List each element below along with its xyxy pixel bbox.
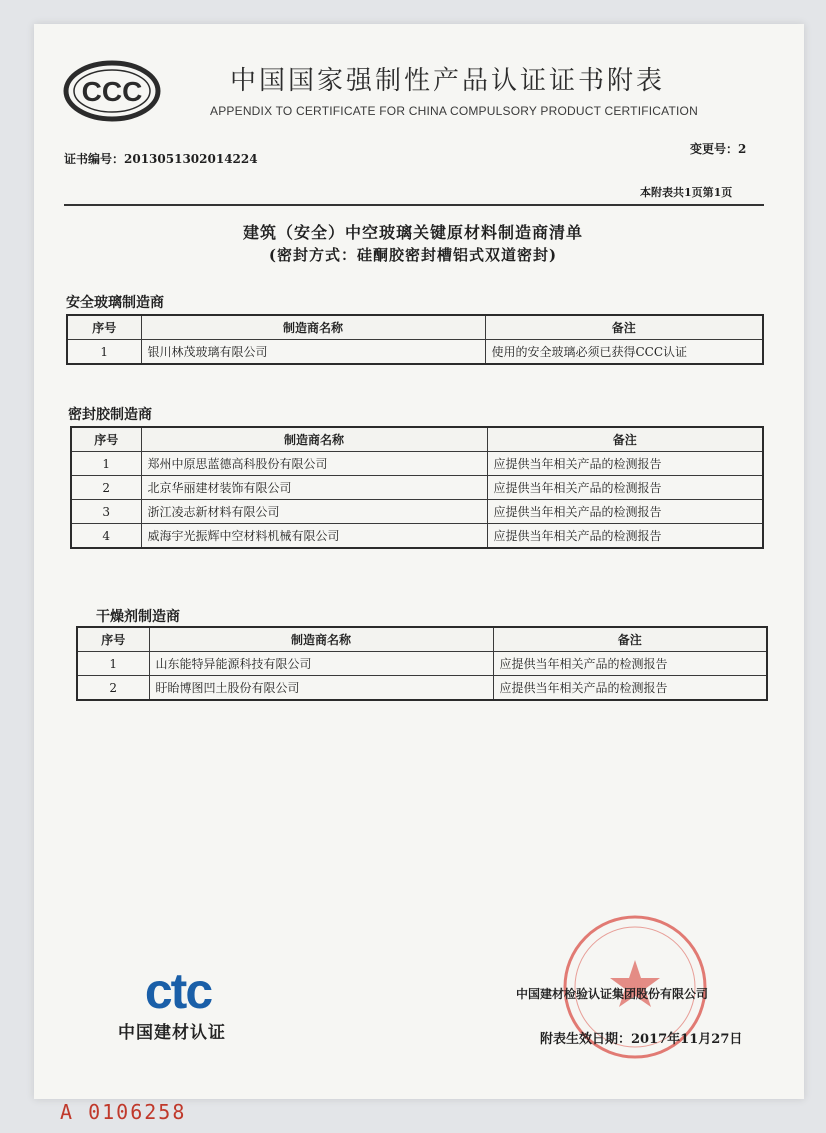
- row-seq: 4: [71, 524, 141, 549]
- row-seq: 2: [77, 676, 149, 701]
- column-header-remark: 备注: [487, 427, 763, 452]
- row-remark: 应提供当年相关产品的检测报告: [493, 676, 767, 701]
- row-remark: 应提供当年相关产品的检测报告: [487, 500, 763, 524]
- list-title: 建筑（安全）中空玻璃关键原材料制造商清单: [242, 223, 583, 242]
- ctc-logo-text: ctc: [144, 968, 212, 1016]
- column-header-remark: 备注: [485, 315, 763, 340]
- table-row: [77, 652, 767, 676]
- row-remark: 应提供当年相关产品的检测报告: [487, 452, 763, 476]
- row-remark: 应提供当年相关产品的检测报告: [493, 652, 767, 676]
- desiccant-table: [76, 626, 768, 701]
- column-header-seq: 序号: [67, 315, 141, 340]
- column-header-seq: 序号: [77, 627, 149, 652]
- page-info: 本附表共1页第1页: [640, 186, 733, 199]
- ctc-logo-subtitle: 中国建材认证: [118, 1023, 226, 1043]
- row-manufacturer: 山东能特异能源科技有限公司: [149, 652, 493, 676]
- row-seq: 2: [71, 476, 141, 500]
- table-row: [67, 340, 763, 365]
- row-remark: 应提供当年相关产品的检测报告: [487, 476, 763, 500]
- section-heading-sealant: 密封胶制造商: [68, 407, 152, 423]
- header-divider: [64, 204, 764, 206]
- title-en: APPENDIX TO CERTIFICATE FOR CHINA COMPULSORY PRODUCT CERTIFICATION: [210, 104, 698, 118]
- issuing-company: 中国建材检验认证集团股份有限公司: [516, 987, 709, 1001]
- table-header-row: [71, 427, 763, 452]
- row-manufacturer: 北京华丽建材装饰有限公司: [141, 476, 487, 500]
- effective-date: 附表生效日期：2017年11月27日: [540, 1032, 743, 1047]
- row-manufacturer: 银川林茂玻璃有限公司: [141, 340, 485, 365]
- table-row: [71, 524, 763, 549]
- serial-number: A 0106258: [60, 1100, 187, 1124]
- column-header-name: 制造商名称: [141, 315, 485, 340]
- row-manufacturer: 郑州中原思蓝德高科股份有限公司: [141, 452, 487, 476]
- change-number: 变更号：2: [690, 142, 747, 156]
- row-seq: 3: [71, 500, 141, 524]
- column-header-remark: 备注: [493, 627, 767, 652]
- certificate-number: 证书编号：2013051302014224: [64, 152, 258, 166]
- title-cn: 中国国家强制性产品认证证书附表: [230, 66, 666, 96]
- row-seq: 1: [71, 452, 141, 476]
- sealant-table: [70, 426, 764, 549]
- row-manufacturer: 盱眙博图凹土股份有限公司: [149, 676, 493, 701]
- section-heading-safety-glass: 安全玻璃制造商: [66, 295, 164, 311]
- list-subtitle: (密封方式：硅酮胶密封槽铝式双道密封): [268, 246, 558, 264]
- column-header-seq: 序号: [71, 427, 141, 452]
- table-row: [71, 476, 763, 500]
- row-remark: 应提供当年相关产品的检测报告: [487, 524, 763, 549]
- ccc-logo: [62, 60, 162, 122]
- row-seq: 1: [67, 340, 141, 365]
- row-seq: 1: [77, 652, 149, 676]
- column-header-name: 制造商名称: [149, 627, 493, 652]
- table-header-row: [77, 627, 767, 652]
- table-row: [77, 676, 767, 701]
- table-row: [71, 500, 763, 524]
- column-header-name: 制造商名称: [141, 427, 487, 452]
- ccc-logo-text: CCC: [81, 76, 143, 107]
- ctc-logo: [132, 968, 224, 1016]
- table-row: [71, 452, 763, 476]
- row-manufacturer: 浙江凌志新材料有限公司: [141, 500, 487, 524]
- row-remark: 使用的安全玻璃必须已获得CCC认证: [485, 340, 763, 365]
- table-header-row: [67, 315, 763, 340]
- row-manufacturer: 威海宇光振辉中空材料机械有限公司: [141, 524, 487, 549]
- section-heading-desiccant: 干燥剂制造商: [96, 609, 180, 625]
- safety-glass-table: [66, 314, 764, 365]
